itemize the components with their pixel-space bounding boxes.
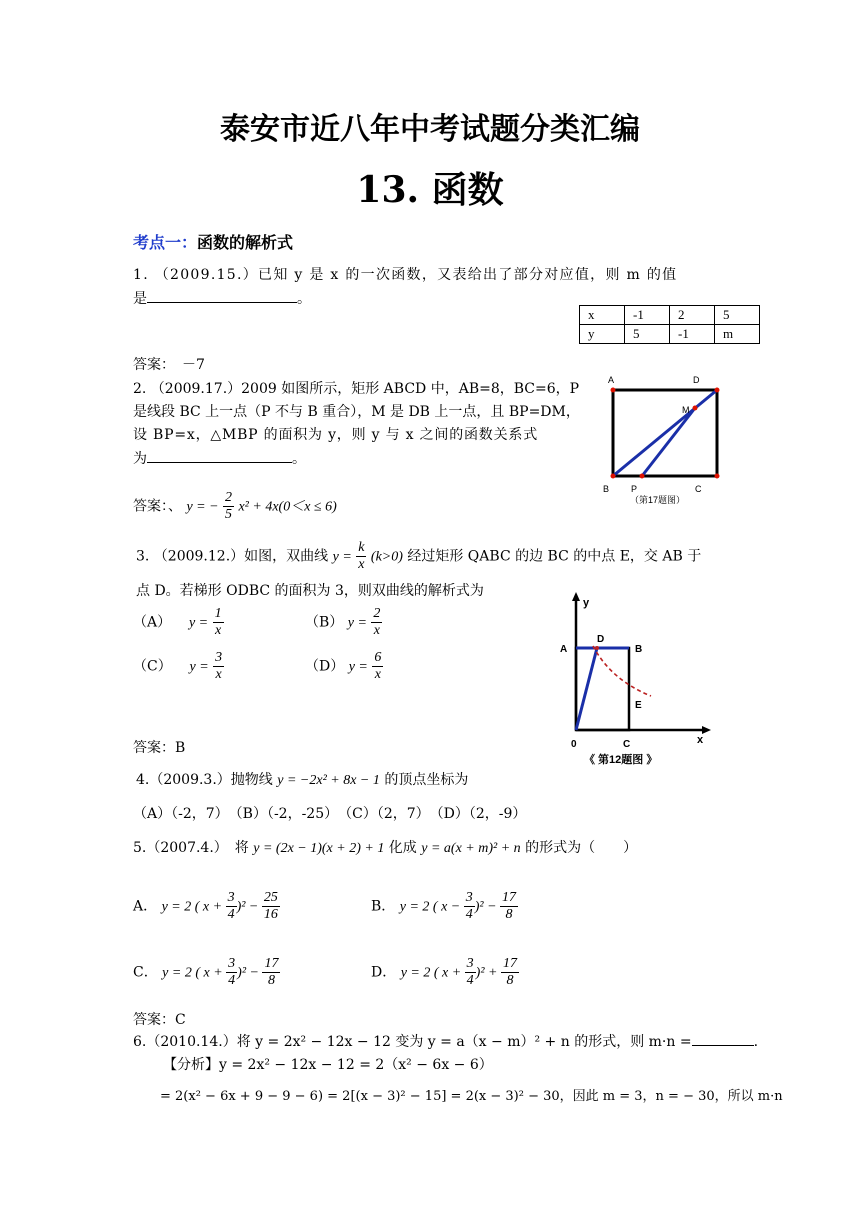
q2-answer-math2: x² + 4x(0＜x ≤ 6)	[238, 499, 337, 515]
fraction-denominator: 16	[263, 907, 278, 922]
table-row	[580, 325, 760, 344]
fraction-numerator: 3	[215, 650, 223, 665]
fraction-denominator: x	[214, 623, 222, 638]
q1-answer: 答案： －7	[133, 357, 205, 373]
fraction-numerator: 3	[228, 956, 236, 971]
option-label: C．	[133, 964, 158, 981]
q3-fraction	[356, 540, 366, 573]
q3-option-c	[133, 650, 224, 683]
q2-answer-fraction	[223, 490, 234, 523]
segment-od	[576, 648, 597, 730]
fraction-denominator: 4	[466, 973, 474, 988]
option-fraction	[226, 890, 237, 923]
fraction-denominator: 8	[506, 973, 514, 988]
point-b	[611, 474, 616, 479]
option-label: （B）	[305, 614, 344, 631]
q1-answer-blank	[147, 302, 297, 303]
q2-answer-prefix: 答案：、	[133, 498, 182, 515]
table-cell: 5	[625, 325, 670, 344]
option-math: y =	[347, 615, 367, 631]
q2-answer-blank	[147, 462, 292, 463]
option-fraction	[372, 650, 383, 683]
label-e: E	[635, 700, 642, 711]
q3-option-b	[305, 606, 382, 639]
option-label: （D）	[305, 658, 345, 675]
q5-option-d	[371, 956, 519, 989]
option-math: y =	[188, 615, 209, 631]
q6-answer-blank	[692, 1045, 754, 1046]
q6-line1-text: 6.（2010.14.）将 y = 2x² − 12x − 12 变为 y = a（x − m）² + n 的形式，则 m·n =	[133, 1034, 692, 1050]
fraction-denominator: 8	[267, 973, 275, 988]
q5-answer: 答案：C	[133, 1012, 186, 1028]
q3-line2: 点 D。若梯形 ODBC 的面积为 3，则双曲线的解析式为	[136, 583, 484, 599]
q4-post: 的顶点坐标为	[384, 772, 469, 788]
option-fraction	[262, 956, 280, 989]
q6-line3: = 2(x² − 6x + 9 − 9 − 6) = 2[(x − 3)² − 15] = 2(x − 3)² − 30，因此 m = 3，n = − 30，所以 m·n	[160, 1089, 783, 1104]
option-math: y = 2 ( x +	[162, 965, 227, 981]
q3-line1	[136, 540, 701, 573]
label-d: D	[597, 634, 605, 645]
key-point-text: 函数的解析式	[197, 233, 294, 252]
q2-answer	[133, 490, 337, 523]
fraction-numerator: 3	[465, 890, 473, 905]
option-math: y = 2 ( x −	[399, 899, 464, 915]
q3-hyperbola-figure	[553, 590, 723, 770]
q5-line1	[133, 839, 637, 858]
point-a	[611, 388, 616, 393]
fraction-denominator: 5	[225, 507, 233, 522]
q5-option-b	[371, 890, 518, 923]
option-fraction	[262, 890, 280, 923]
option-label: B．	[371, 898, 396, 915]
fraction-denominator: 8	[505, 907, 513, 922]
option-label: D．	[371, 964, 397, 981]
option-label: A．	[133, 898, 158, 915]
point-m	[693, 406, 698, 411]
q3-answer: 答案：B	[133, 740, 186, 756]
label-y: y	[583, 597, 590, 609]
q2-rectangle-figure	[600, 372, 730, 512]
fraction-numerator: 17	[264, 956, 279, 971]
q4-line1	[136, 771, 468, 790]
label-m: M	[682, 405, 690, 415]
fraction-numerator: 3	[227, 890, 235, 905]
document-title: 泰安市近八年中考试题分类汇编	[220, 112, 640, 147]
q1-line2-pre: 是	[133, 291, 147, 307]
option-math: y = 2 ( x +	[161, 899, 226, 915]
q5-option-c	[133, 956, 280, 989]
key-point-heading	[133, 230, 293, 253]
label-d: D	[693, 375, 700, 385]
label-x: x	[697, 734, 704, 746]
label-c: C	[623, 739, 631, 750]
q5-post: 的形式为（ ）	[525, 840, 638, 856]
option-math: )² +	[475, 965, 501, 981]
q3-pre: 3. （2009.12.）如图，双曲线	[136, 548, 329, 565]
label-a: A	[608, 375, 615, 385]
fraction-denominator: x	[373, 623, 380, 638]
diagonal-db	[613, 390, 717, 476]
option-math: )² −	[474, 899, 501, 915]
q2-line1: 2. （2009.17.）2009 如图所示，矩形 ABCD 中，AB=8，BC=6，P	[133, 381, 580, 397]
option-fraction	[465, 956, 476, 989]
option-math: y =	[348, 659, 368, 675]
fraction-numerator: 25	[263, 890, 278, 905]
point-d	[715, 388, 720, 393]
option-fraction	[464, 890, 475, 923]
label-p: P	[631, 484, 638, 494]
fraction-numerator: 3	[466, 956, 474, 971]
option-fraction	[371, 606, 382, 639]
q6-line1-end: .	[753, 1034, 759, 1050]
x-axis-arrow	[702, 726, 711, 734]
q1-value-table	[579, 305, 760, 344]
figure-caption: （第17题图）	[630, 495, 686, 505]
fraction-denominator: x	[215, 667, 222, 682]
point-p	[640, 474, 645, 479]
label-b: B	[635, 644, 643, 655]
fraction-denominator: 4	[465, 907, 473, 922]
option-math: y = 2 ( x +	[400, 965, 465, 981]
option-math: y =	[189, 659, 209, 675]
label-c: C	[695, 484, 702, 494]
q4-pre: 4.（2009.3.）抛物线	[136, 772, 273, 788]
table-cell: m	[715, 325, 760, 344]
q3-condition: (k>0)	[370, 549, 403, 565]
q2-line4-post: 。	[292, 451, 306, 467]
fraction-denominator: x	[358, 557, 365, 572]
option-fraction	[213, 606, 224, 639]
q1-line2	[133, 290, 311, 308]
table-row	[580, 306, 760, 325]
table-cell: x	[580, 306, 625, 325]
q2-line4	[133, 450, 306, 468]
fraction-numerator: 17	[502, 956, 517, 971]
point-d	[595, 646, 599, 650]
label-o: 0	[571, 739, 577, 750]
table-cell: y	[580, 325, 625, 344]
fraction-numerator: 2	[225, 490, 233, 505]
q5-eq2: y = a(x + m)² + n	[421, 841, 521, 856]
y-axis-arrow	[572, 592, 580, 601]
table-cell: 2	[670, 306, 715, 325]
option-fraction	[213, 650, 224, 683]
q2-line4-pre: 为	[133, 451, 147, 467]
q6-line1	[133, 1033, 758, 1051]
fraction-denominator: 4	[227, 907, 235, 922]
q5-option-a	[133, 890, 280, 923]
fraction-numerator: 2	[373, 606, 381, 621]
q5-mid: 化成	[388, 840, 417, 856]
option-label: （C）	[133, 658, 172, 675]
option-fraction	[226, 956, 237, 989]
fraction-numerator: 1	[214, 606, 222, 621]
q2-line2: 是线段 BC 上一点（P 不与 B 重合），M 是 DB 上一点，且 BP=DM，	[133, 404, 580, 420]
segment-pm	[642, 408, 695, 476]
point-c	[715, 474, 720, 479]
fraction-denominator: x	[374, 667, 381, 682]
fraction-numerator: 6	[374, 650, 382, 665]
label-b: B	[603, 484, 610, 494]
q6-analysis: 【分析】y = 2x² − 12x − 12 = 2（x² − 6x − 6）	[163, 1057, 493, 1073]
table-cell: 5	[715, 306, 760, 325]
fraction-numerator: 17	[502, 890, 517, 905]
option-label: （A）	[133, 614, 172, 631]
q4-options: （A）（-2，7） （B）（-2，-25） （C）（2，7） （D）（2，-9）	[133, 806, 527, 822]
document-subtitle: 13. 函数	[356, 169, 504, 211]
option-math: )² −	[236, 899, 262, 915]
q3-option-d	[305, 650, 383, 683]
q2-line3: 设 BP=x，△MBP 的面积为 y，则 y 与 x 之间的函数关系式	[133, 427, 539, 443]
key-point-label: 考点一：	[133, 233, 198, 252]
option-math: )² −	[237, 965, 263, 981]
label-a: A	[560, 644, 568, 655]
fraction-numerator: k	[358, 540, 365, 555]
table-cell: -1	[670, 325, 715, 344]
q5-pre: 5.（2007.4.） 将	[133, 840, 249, 856]
q3-eq: y =	[332, 549, 352, 565]
option-fraction	[500, 890, 518, 923]
figure-caption: 《 第12题图 》	[584, 754, 658, 766]
option-fraction	[501, 956, 519, 989]
hyperbola-curve	[593, 646, 651, 696]
q2-answer-math1: y = −	[186, 499, 219, 515]
q1-line2-post: 。	[297, 291, 311, 307]
q3-post: 经过矩形 QABC 的边 BC 的中点 E，交 AB 于	[407, 548, 702, 565]
fraction-denominator: 4	[228, 973, 236, 988]
q4-eq: y = −2x² + 8x − 1	[277, 773, 380, 788]
q1-line1: 1. （2009.15.）已知 y 是 x 的一次函数，又表给出了部分对应值，则 m 的值	[133, 267, 678, 283]
q5-eq1: y = (2x − 1)(x + 2) + 1	[253, 841, 385, 856]
table-cell: -1	[625, 306, 670, 325]
q3-option-a	[133, 606, 224, 639]
